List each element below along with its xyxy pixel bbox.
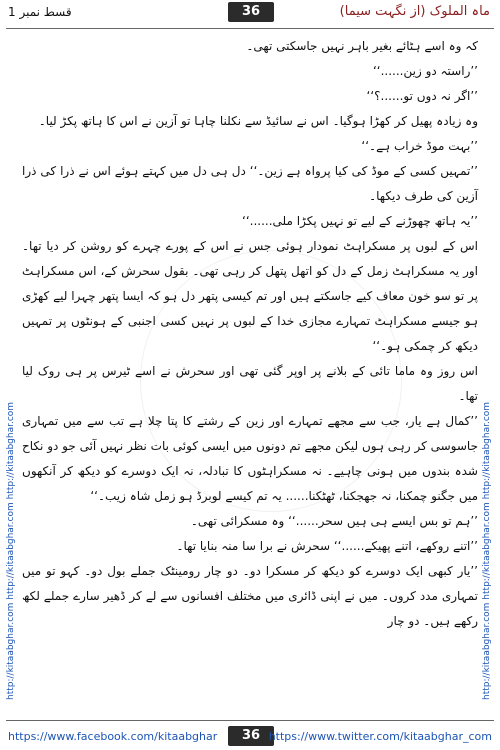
facebook-link[interactable]: https://www.facebook.com/kitaabghar bbox=[8, 730, 218, 743]
paragraph: ’’تمہیں کسی کے موڈ کی کیا پرواہ ہے زین۔‘‘ دل ہی دل میں کہتے ہوئے اس نے ذرا کی ذرا آزین کی طرف دیکھا۔ bbox=[22, 164, 478, 203]
paragraph: ’’راستہ دو زین......‘‘ bbox=[372, 64, 478, 78]
left-margin-links bbox=[4, 60, 20, 700]
paragraph: ’’کمال ہے یار، جب سے مجھے تمہارے اور زین کے رشتے کا پتا چلا ہے تب سے میں تمہاری جاسوسی کر رہی ہوں لیکن مجھے تم دونوں میں ایسی کوئی بات نظر نہیں آئی جو دو نکاح شدہ بندوں میں ہونی چاہیے۔ نہ مسکراہٹوں کا تبادلہ، نہ ایک دوسرے کو دیکھ کر آنکھوں میں جگنو چمکنا، نہ جھجکنا، ٹھٹکنا...... یہ تم کیسے لوبرڈ ہو زمل شاہ زیب۔‘‘ bbox=[22, 414, 478, 503]
paragraph: ’’اتنے روکھے، اتنے پھیکے......‘‘ سحرش نے برا سا منہ بنایا تھا۔ bbox=[176, 539, 478, 553]
paragraph: ’’یار کبھی ایک دوسرے کو دیکھ کر مسکرا دو۔ دو چار رومینٹک جملے بول دو۔ کہو تو میں تمہاری مدد کروں۔ میں نے اپنی ڈائری میں مختلف افسانوں سے لے کر ڈھیر سارے جملے لکھ رکھے ہیں۔ دو چار bbox=[22, 564, 478, 628]
paragraph: ’’ہم تو بس ایسے ہی ہیں سحر......‘‘ وہ مسکرائی تھی۔ bbox=[190, 514, 478, 528]
footer-divider bbox=[6, 720, 494, 721]
page-footer bbox=[0, 722, 500, 750]
book-title: ماہ الملوک (از نگہت سیما) bbox=[339, 4, 490, 19]
header-divider bbox=[6, 28, 494, 29]
paragraph: وہ زیادہ پھیل کر کھڑا ہوگیا۔ اس نے سائیڈ سے نکلنا چاہا تو آزین نے اس کا ہاتھ پکڑ لیا۔ bbox=[38, 114, 478, 128]
paragraph: کہ وہ اسے ہٹائے بغیر باہر نہیں جاسکتی تھی۔ bbox=[246, 39, 478, 53]
paragraph: ’’اگر نہ دوں تو......؟‘‘ bbox=[366, 89, 478, 103]
episode-label: قسط نمبر 1 bbox=[8, 5, 72, 19]
paragraph: ’’بہت موڈ خراب ہے۔‘‘ bbox=[361, 139, 478, 153]
right-margin-links bbox=[480, 60, 496, 700]
twitter-link[interactable]: https://www.twitter.com/kitaabghar_com bbox=[268, 730, 492, 743]
paragraph: اس روز وہ ماما تائی کے بلانے پر اوپر گئی تھی اور سحرش نے اسے ٹیرس پر ہی روک لیا تھا۔ bbox=[22, 364, 478, 403]
paragraph: ’’یہ ہاتھ چھوڑنے کے لیے تو نہیں پکڑا ملی......‘‘ bbox=[242, 214, 478, 228]
page-number-top: 36 bbox=[228, 2, 274, 22]
page-header bbox=[0, 0, 500, 28]
right-margin-link-text[interactable]: http://kitaabghar.com http://kitaabghar.com http://kitaabghar.com bbox=[482, 401, 492, 700]
page-body bbox=[22, 34, 478, 714]
page-number-bottom: 36 bbox=[228, 726, 274, 746]
left-margin-link-text[interactable]: http://kitaabghar.com http://kitaabghar.com http://kitaabghar.com bbox=[6, 401, 16, 700]
paragraph: اس کے لبوں پر مسکراہٹ نمودار ہوئی جس نے اس کے پورے چہرے کو روشن کر دیا تھا۔ اور یہ مسکراہٹ زمل کے دل کو اتھل پتھل کر رہی تھی۔ بقول سحرش کے، اس مسکراہٹ پر تو سو خون معاف کیے جاسکتے ہیں اور تم کیسی پتھر دل ہو کہ ایسا پتھر چہرا لیے کھڑی ہو جیسے مسکراہٹ تمہارے مجازی خدا کے لبوں پر نہیں کسی اجنبی کے ہونٹوں پر تمہیں دیکھ کر چمکی ہو۔‘‘ bbox=[22, 239, 478, 353]
